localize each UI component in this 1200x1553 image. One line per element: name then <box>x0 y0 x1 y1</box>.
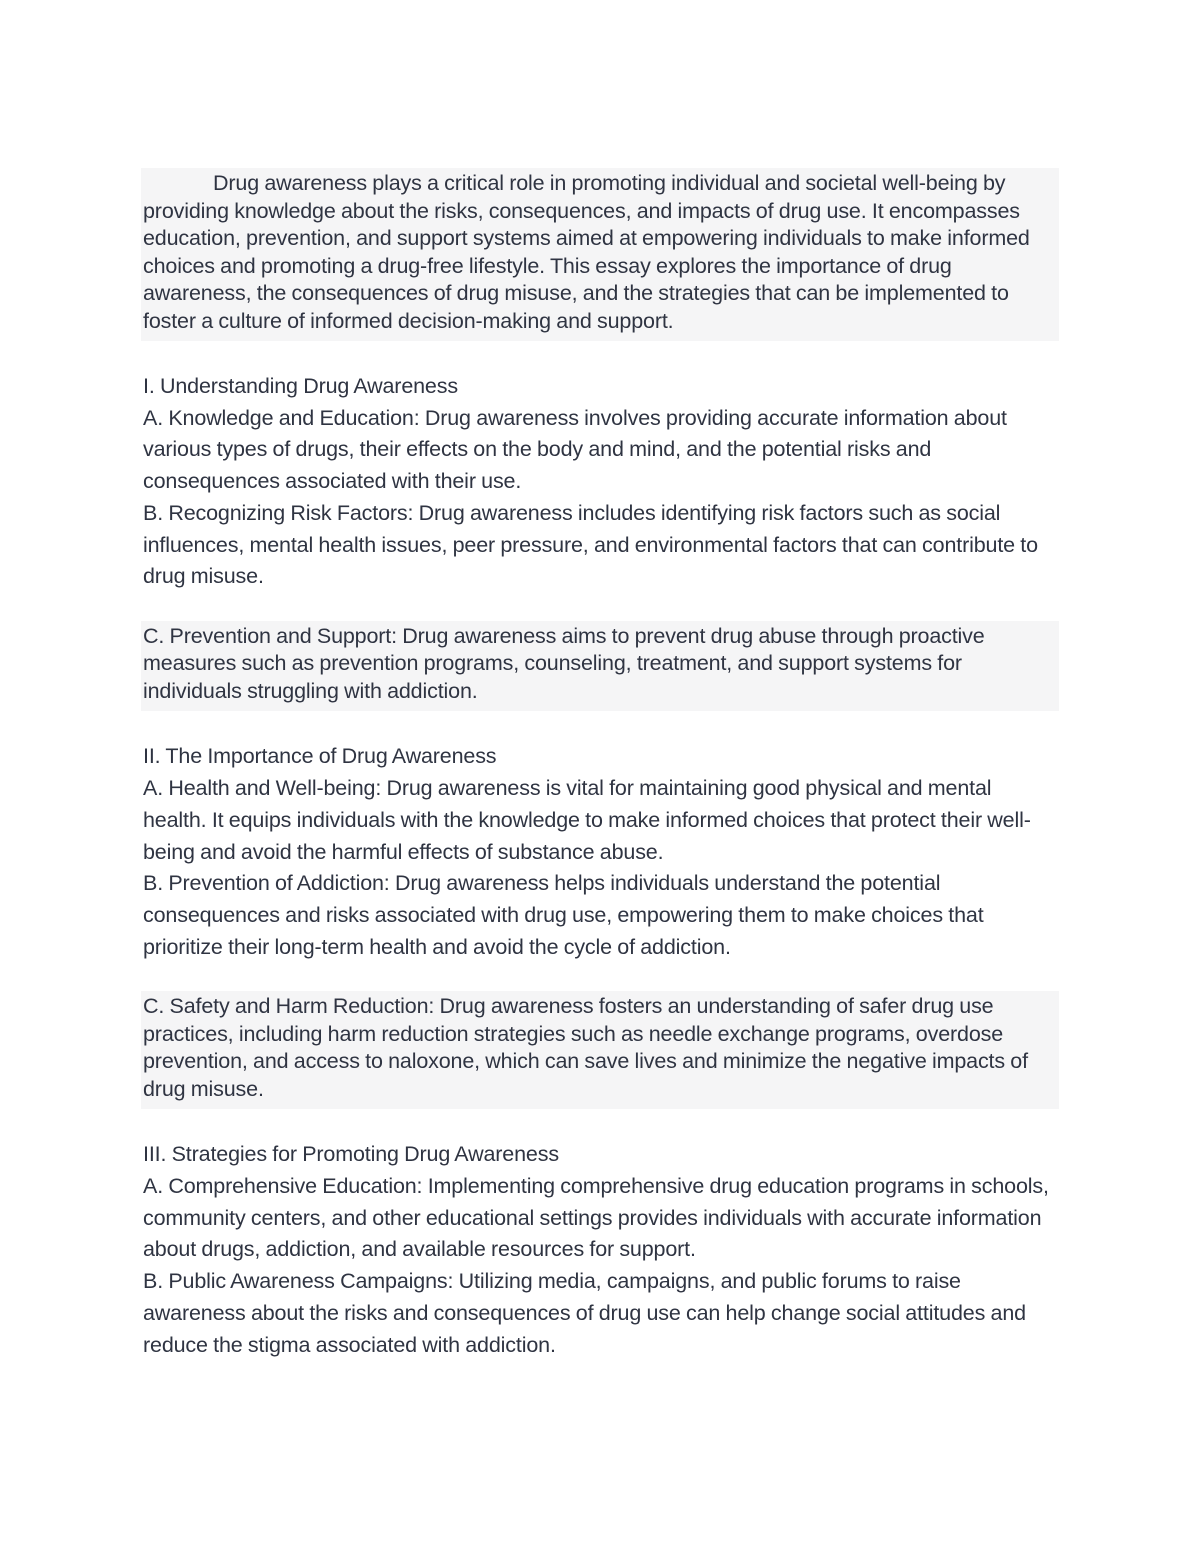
section-heading: III. Strategies for Promoting Drug Awareness <box>143 1142 559 1167</box>
section-point-c <box>141 621 1059 712</box>
section-strategies <box>141 1139 1059 1361</box>
section-point-b: B. Public Awareness Campaigns: Utilizing media, campaigns, and public forums to raise awareness about the risks and consequences of drug use can help change social attitudes and reduce the stigma associated with addiction. <box>143 1269 1026 1357</box>
section-importance <box>141 741 1059 963</box>
section-point-b: B. Recognizing Risk Factors: Drug awareness includes identifying risk factors such as social influences, mental health issues, peer pressure, and environmental factors that can contribute to drug misuse. <box>143 500 1038 589</box>
essay-body <box>141 168 1059 1361</box>
section-heading: I. Understanding Drug Awareness <box>143 374 458 398</box>
section-heading: II. The Importance of Drug Awareness <box>143 744 497 769</box>
section-understanding <box>141 371 1059 593</box>
intro-text: Drug awareness plays a critical role in promoting individual and societal well-being by providing knowledge about the risks, consequences, and impacts of drug use. It encompasses education, prevention, and support systems aimed at empowering individuals to make informed choices and promoting a drug-free lifestyle. This essay explores the importance of drug awareness, the consequences of drug misuse, and the strategies that can be implemented to foster a culture of informed decision-making and support. <box>143 171 1030 333</box>
section-point-a: A. Comprehensive Education: Implementing comprehensive drug education programs in schools, community centers, and other educational settings provides individuals with accurate information about drugs, addiction, and available resources for support. <box>143 1174 1049 1262</box>
section-point-c-text: C. Safety and Harm Reduction: Drug awareness fosters an understanding of safer drug use practices, including harm reduction strategies such as needle exchange programs, overdose prevention, and access to naloxone, which can save lives and minimize the negative impacts of drug misuse. <box>143 994 1028 1101</box>
section-point-b: B. Prevention of Addiction: Drug awareness helps individuals understand the potential consequences and risks associated with drug use, empowering them to make choices that prioritize their long-term health and avoid the cycle of addiction. <box>143 871 984 959</box>
section-point-c <box>141 991 1059 1109</box>
section-point-a: A. Knowledge and Education: Drug awareness involves providing accurate information about various types of drugs, their effects on the body and mind, and the potential risks and consequences associated with their use. <box>143 405 1007 494</box>
section-point-a: A. Health and Well-being: Drug awareness is vital for maintaining good physical and mental health. It equips individuals with the knowledge to make informed choices that protect their well-being and avoid the harmful effects of substance abuse. <box>143 776 1031 864</box>
intro-paragraph <box>141 168 1059 341</box>
section-point-c-text: C. Prevention and Support: Drug awareness aims to prevent drug abuse through proactive measures such as prevention programs, counseling, treatment, and support systems for individuals struggling with addiction. <box>143 623 985 703</box>
